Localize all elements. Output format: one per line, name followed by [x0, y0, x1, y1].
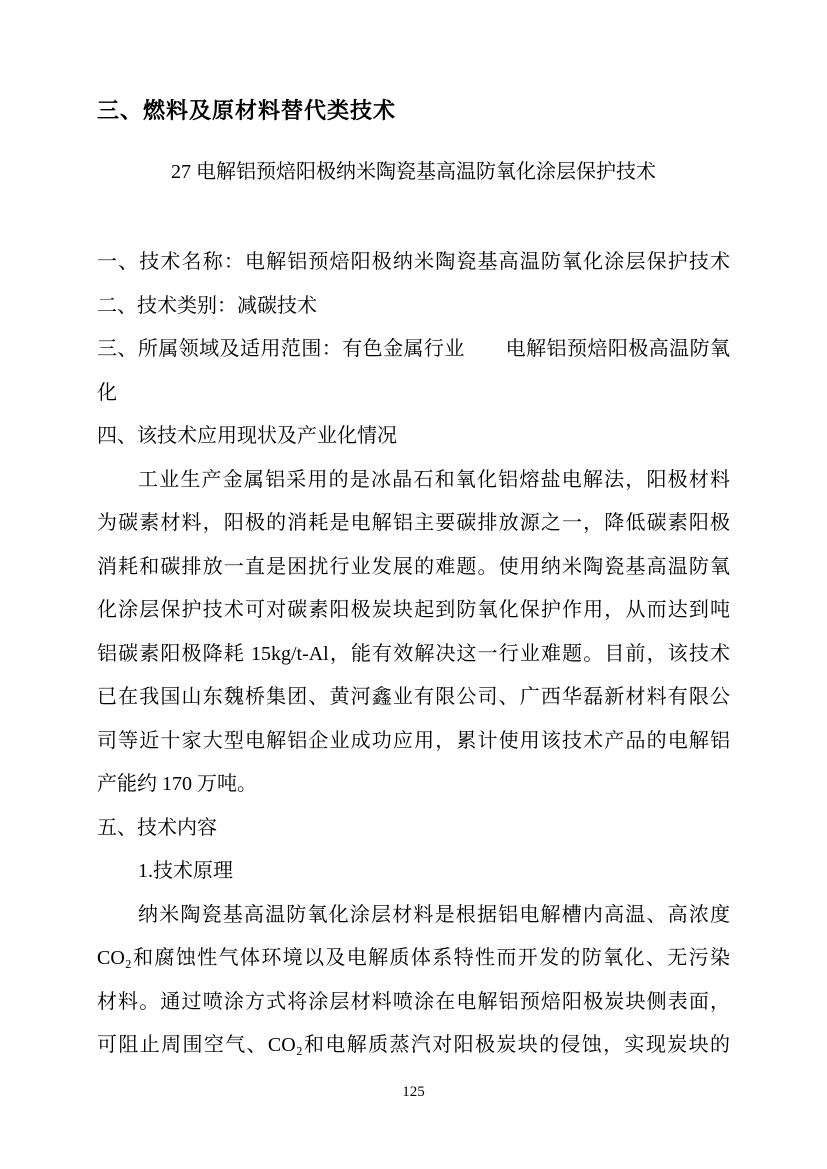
text-line-section-4: 四、该技术应用现状及产业化情况 — [97, 425, 397, 447]
text-line-subsection-1: 1.技术原理 — [138, 860, 233, 882]
text-line-section-5: 五、技术内容 — [97, 816, 217, 839]
text-line-para1-5: 铝碳素阳极降耗 15kg/t-Al，能有效解决这一行业难题。目前，该技术 — [97, 642, 730, 665]
text-line-scope-2: 化 — [97, 381, 117, 404]
text-line-para2-1: 纳米陶瓷基高温防氧化涂层材料是根据铝电解槽内高温、高浓度 — [138, 903, 730, 926]
text-line-para2-4: 可阻止周围空气、CO₂和电解质蒸汽对阳极炭块的侵蚀，实现炭块的 — [97, 1034, 730, 1056]
text-line-scope-1: 三、所属领域及适用范围：有色金属行业 电解铝预焙阳极高温防氧 — [97, 338, 730, 360]
text-line-tech-category: 二、技术类别：减碳技术 — [97, 294, 317, 317]
section-heading: 三、燃料及原材料替代类技术 — [97, 98, 397, 123]
text-line-para1-4: 化涂层保护技术可对碳素阳极炭块起到防氧化保护作用，从而达到吨 — [97, 599, 730, 621]
text-line-tech-name: 一、技术名称：电解铝预焙阳极纳米陶瓷基高温防氧化涂层保护技术 — [97, 251, 730, 273]
text-line-para2-2: CO₂和腐蚀性气体环境以及电解质体系特性而开发的防氧化、无污染 — [97, 947, 730, 969]
body-text — [97, 241, 730, 1068]
page-title: 27 电解铝预焙阳极纳米陶瓷基高温防氧化涂层保护技术 — [171, 161, 656, 183]
text-line-para2-3: 材料。通过喷涂方式将涂层材料喷涂在电解铝预焙阳极炭块侧表面， — [97, 990, 730, 1013]
text-line-para1-7: 司等近十家大型电解铝企业成功应用，累计使用该技术产品的电解铝 — [97, 729, 730, 752]
text-line-para1-8: 产能约 170 万吨。 — [97, 773, 257, 795]
text-line-para1-1: 工业生产金属铝采用的是冰晶石和氧化铝熔盐电解法，阳极材料 — [138, 468, 730, 491]
text-line-para1-2: 为碳素材料，阳极的消耗是电解铝主要碳排放源之一，降低碳素阳极 — [97, 512, 730, 534]
text-line-para1-3: 消耗和碳排放一直是困扰行业发展的难题。使用纳米陶瓷基高温防氧 — [97, 555, 730, 578]
page-number: 125 — [402, 1084, 425, 1100]
text-line-para1-6: 已在我国山东魏桥集团、黄河鑫业有限公司、广西华磊新材料有限公 — [97, 686, 730, 708]
